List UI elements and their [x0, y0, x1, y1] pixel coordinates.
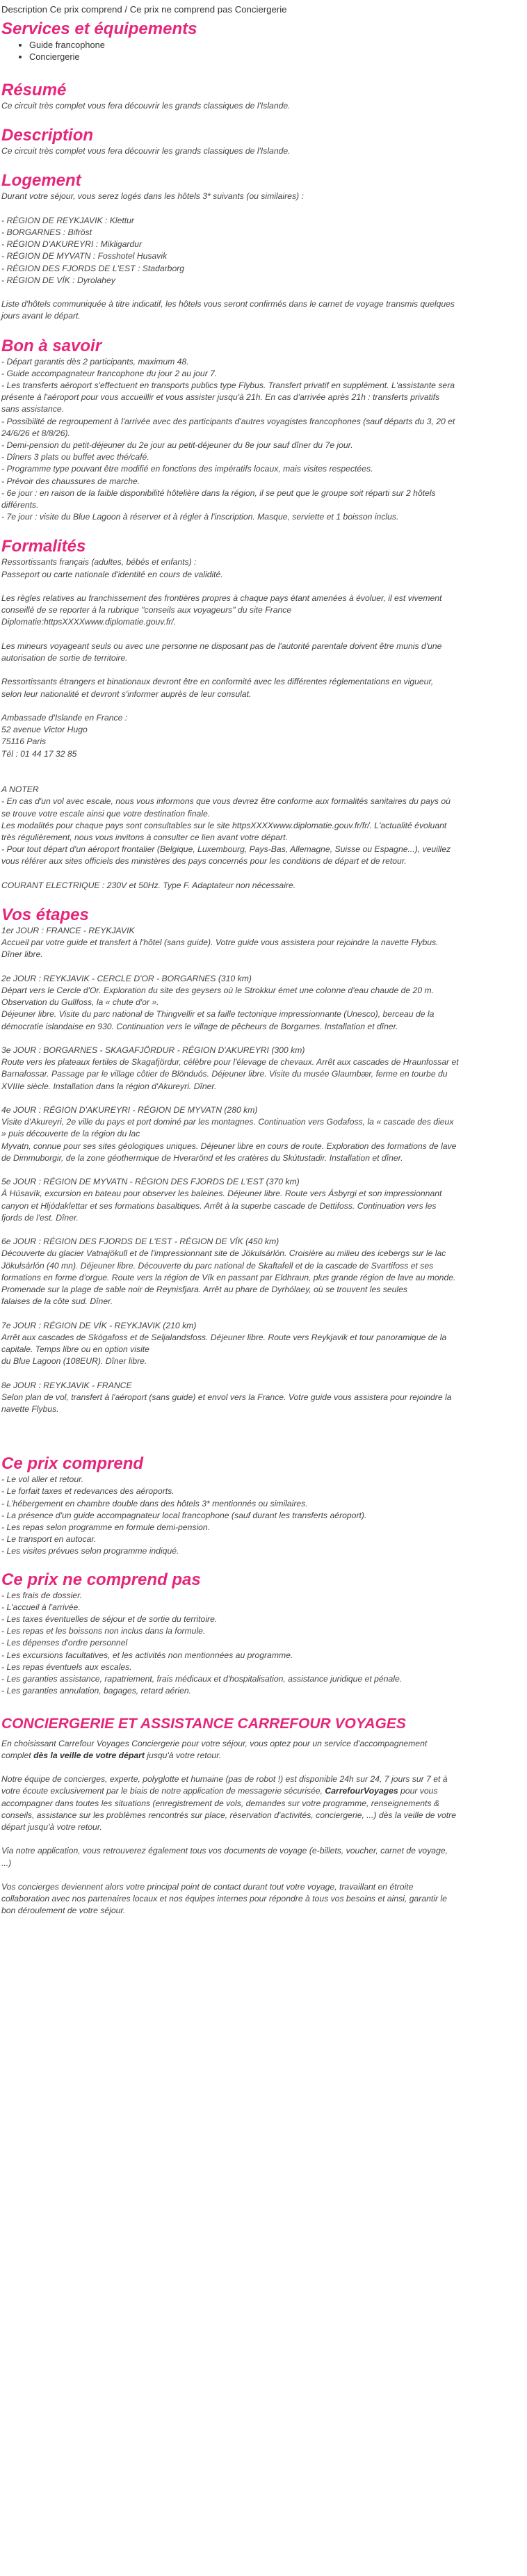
etapes-line: XVIIIe siècle. Installation dans la région d'Akureyri. Dîner.: [1, 1081, 217, 1091]
services-item-guide: • Guide francophone: [29, 39, 523, 51]
conciergerie-p2-pre: votre écoute exclusivement par le biais de notre application de messagerie sécurisée,: [1, 1786, 325, 1796]
etapes-line: 2e JOUR : REYKJAVIK - CERCLE D'OR - BORGARNES (310 km): [1, 973, 252, 983]
logement-line: - BORGARNES : Bifröst: [1, 227, 92, 237]
bon-a-savoir-line: - Les transferts aéroport s'effectuent en transports publics type Flybus. Transfert privatif en supplément. L'assistante sera: [1, 380, 455, 391]
formalites-spacer: [1, 700, 523, 712]
formalites-line: Ambassade d'Islande en France :: [1, 713, 128, 723]
description-section: [1, 126, 523, 157]
logement-line: - RÉGION D'AKUREYRI : Mikligardur: [1, 239, 143, 250]
conciergerie-p1-bold: dès la veille de votre départ: [33, 1750, 145, 1760]
logement-line: - RÉGION DE REYKJAVIK : Klettur: [1, 215, 134, 225]
etapes-line: Déjeuner libre. Visite du parc national de Thingvellir et sa faille tectonique impressionnante (Unesco), berceau de la: [1, 1009, 435, 1020]
conciergerie-p4-line1: Vos concierges deviennent alors votre principal point de contact durant tout votre voyage, travaillant en étroite: [1, 1881, 414, 1892]
etapes-line: capitale. Temps libre ou en option visite: [1, 1344, 149, 1355]
etapes-spacer: [1, 1224, 523, 1236]
conciergerie-p4-line3: bon déroulement de votre séjour.: [1, 1906, 126, 1916]
logement-line: Liste d'hôtels communiquée à titre indicatif, les hôtels vous seront confirmés dans le carnet de voyage transmis quelques: [1, 299, 455, 309]
formalites-line: vous référer aux sites officiels des ministères des pays concernés pour les conditions de départ et de retour.: [1, 856, 407, 867]
bon-a-savoir-title: Bon à savoir: [1, 336, 102, 355]
formalites-line: Les mineurs voyageant seuls ou avec une personne ne disposant pas de l'autorité parentale doivent être munis d'une: [1, 641, 442, 651]
logement-line: Durant votre séjour, vous serez logés dans les hôtels 3* suivants (ou similaires) :: [1, 191, 304, 202]
formalites-line: - Pour tout départ d'un aéroport frontalier (Belgique, Luxembourg, Pays-Bas, Allemagne, Suisse ou Espagne...), veuillez: [1, 844, 451, 855]
etapes-section: [1, 905, 523, 1415]
prix-ne-comprend-body: [1, 1590, 523, 1698]
formalites-line: très régulièrement, nous vous invitons à consulter ce lien avant votre départ.: [1, 832, 288, 843]
conciergerie-p1-line2: [1, 1750, 523, 1762]
bon-a-savoir-section: [1, 337, 523, 524]
logement-section: [1, 171, 523, 322]
prix-ne-comprend-title: Ce prix ne comprend pas: [1, 1570, 201, 1589]
prix-comprend-line: - Le transport en autocar.: [1, 1534, 97, 1545]
formalites-line: 52 avenue Victor Hugo: [1, 725, 88, 735]
etapes-line: 6e JOUR : RÉGION DES FJORDS DE L'EST - RÉGION DE VÍK (450 km): [1, 1237, 279, 1247]
logement-title: Logement: [1, 171, 81, 191]
formalites-line: A NOTER: [1, 784, 39, 795]
bon-a-savoir-body: [1, 356, 523, 524]
conciergerie-p2-line5: départ jusqu'à votre retour.: [1, 1821, 102, 1832]
prix-comprend-line: - La présence d'un guide accompagnateur local francophone (sauf durant les transferts aéroport).: [1, 1510, 367, 1520]
formalites-spacer: [1, 868, 523, 880]
logement-line: - RÉGION DE MYVATN : Fosshotel Husavik: [1, 251, 168, 261]
bon-a-savoir-line: différents.: [1, 500, 39, 510]
etapes-line: 5e JOUR : RÉGION DE MYVATN - RÉGION DES FJORDS DE L'EST (370 km): [1, 1177, 300, 1187]
etapes-line: de Dimmuborgir, de la zone géothermique de Hverarönd et les cratères du Skútustadir. Installation et dîner.: [1, 1152, 403, 1163]
breadcrumb: Description Ce prix comprend / Ce prix ne comprend pas Conciergerie: [1, 4, 287, 15]
formalites-line: Les règles relatives au franchissement des frontières propres à chaque pays étant amenées à évoluer, il est vivement: [1, 593, 442, 604]
formalites-line: se trouve votre escale ainsi que votre destination finale.: [1, 808, 211, 819]
bon-a-savoir-line: - Programme type pouvant être modifié en fonctions des impératifs locaux, mais visites respectées.: [1, 464, 373, 474]
formalites-spacer: [1, 772, 523, 784]
etapes-line: du Blue Lagoon (108EUR). Dîner libre.: [1, 1356, 147, 1367]
formalites-line: Ressortissants étrangers et binationaux devront être en conformité avec les différentes réglementations en vigueur,: [1, 677, 434, 687]
prix-ne-comprend-line: - Les dépenses d'ordre personnel: [1, 1638, 128, 1648]
etapes-line: formations en forme d'orgue. Route vers la région de Vík en passant par Eldhraun, plus grande région de lave au monde.: [1, 1272, 456, 1282]
etapes-line: Visite d'Akureyri, 2e ville du pays et port dominé par les montagnes. Continuation vers Godafoss, la « cascade des dieux: [1, 1117, 454, 1127]
prix-comprend-section: [1, 1454, 523, 1557]
prix-ne-comprend-line: - Les repas éventuels aux escales.: [1, 1661, 132, 1672]
etapes-line: Promenade sur la plage de sable noir de Reynisfjara. Arrêt au phare de Dyrhólaey, où se trouvent les seules: [1, 1285, 407, 1295]
conciergerie-p2-line2: [1, 1785, 523, 1797]
etapes-line: Jökulsárlón (40 mn). Déjeuner libre. Découverte du parc national de Skaftafell et de la cascade de Svartifoss et ses: [1, 1260, 434, 1271]
prix-ne-comprend-line: - Les garanties assistance, rapatriement, frais médicaux et d'hospitalisation, assistance juridique et pénale.: [1, 1674, 403, 1684]
conciergerie-p2-line1: Notre équipe de concierges, experte, polyglotte et humaine (pas de robot !) est disponible 24h sur 24, 7 jours sur 7 et à: [1, 1774, 448, 1785]
logement-line: jours avant le départ.: [1, 311, 81, 321]
formalites-spacer: [1, 581, 523, 593]
logement-spacer: [1, 203, 523, 215]
etapes-line: Barnafossar. Passage par le village côtier de Blönduós. Déjeuner libre. Visite du musée Glaumbær, ferme en tourbe du: [1, 1069, 448, 1079]
resume-section: [1, 81, 523, 112]
bon-a-savoir-line: - Départ garantis dès 2 participants, maximum 48.: [1, 356, 189, 367]
etapes-line: Dîner libre.: [1, 949, 43, 960]
formalites-line: - En cas d'un vol avec escale, nous vous informons que vous devrez être conforme aux formalités sanitaires du pays où: [1, 796, 451, 807]
conciergerie-p4-line2: collaboration avec nos partenaires locaux et nos équipes internes pour répondre à tous vos besoins et ainsi, garantir le: [1, 1894, 447, 1904]
formalites-line: Les modalités pour chaque pays sont consultables sur le site httpsXXXXwww.diplomatie.gouv.fr/fr/. L'actualité évoluant: [1, 820, 447, 830]
etapes-line: 1er JOUR : FRANCE - REYKJAVIK: [1, 926, 135, 936]
prix-ne-comprend-line: - Les repas et les boissons non inclus dans la formule.: [1, 1626, 206, 1636]
etapes-spacer: [1, 961, 523, 973]
conciergerie-p3-line2: ...): [1, 1858, 12, 1868]
etapes-line: 7e JOUR : RÉGION DE VÍK - REYKJAVIK (210 km): [1, 1320, 197, 1330]
services-title: Services et équipements: [1, 19, 197, 38]
formalites-body: [1, 556, 523, 892]
etapes-spacer: [1, 1307, 523, 1319]
prix-ne-comprend-line: - Les taxes éventuelles de séjour et de sortie du territoire.: [1, 1614, 218, 1625]
logement-line: - RÉGION DES FJORDS DE L'EST : Stadarborg: [1, 263, 185, 273]
prix-ne-comprend-line: - Les excursions facultatives, et les activités non mentionnées au programme.: [1, 1650, 293, 1660]
bon-a-savoir-line: 24/6/26 et 8/8/26).: [1, 428, 70, 438]
etapes-line: canyon et Hljódaklettar et ses formations basaltiques. Arrêt à la superbe cascade de Dettifoss. Continuation vers les: [1, 1200, 437, 1211]
prix-ne-comprend-section: [1, 1570, 523, 1698]
formalites-line: conseillé de se reporter à la rubrique "conseils aux voyageurs" du site France: [1, 605, 292, 615]
formalites-spacer: [1, 629, 523, 641]
formalites-line: autorisation de sortie de territoire.: [1, 653, 128, 663]
etapes-line: Accueil par votre guide et transfert à l'hôtel (sans guide). Votre guide vous assistera pour rejoindre la navette Flybus.: [1, 937, 439, 948]
bon-a-savoir-line: - Guide accompagnateur francophone du jour 2 au jour 7.: [1, 368, 218, 378]
prix-comprend-line: - Les visites prévues selon programme indiqué.: [1, 1546, 179, 1556]
etapes-line: Route vers les plateaux fertiles de Skagafjördur, célèbre pour l'élevage de chevaux. Arrêt aux cascades de Hraunfossar et: [1, 1057, 459, 1068]
bon-a-savoir-line: - 6e jour : en raison de la faible disponibilité hôtelière dans la région, il se peut que le groupe soit réparti sur 2 hôtels: [1, 488, 436, 498]
logement-line: - RÉGION DE VÍK : Dyrolahey: [1, 275, 115, 285]
etapes-spacer: [1, 1033, 523, 1045]
etapes-line: 4e JOUR : RÉGION D'AKUREYRI - RÉGION DE MYVATN (280 km): [1, 1105, 258, 1116]
bon-a-savoir-line: - 7e jour : visite du Blue Lagoon à réserver et à régler à l'inscription. Masque, serviette et 1 boisson inclus.: [1, 512, 399, 522]
etapes-title: Vos étapes: [1, 905, 89, 925]
etapes-line: Arrêt aux cascades de Skógafoss et de Seljalandsfoss. Déjeuner libre. Route vers Reykjavik et tour panoramique de la: [1, 1332, 447, 1342]
prix-comprend-line: - Le vol aller et retour.: [1, 1474, 84, 1485]
formalites-line: 75116 Paris: [1, 736, 47, 747]
formalites-spacer: [1, 664, 523, 676]
description-title: Description: [1, 126, 94, 145]
conciergerie-p2-bold: CarrefourVoyages: [325, 1786, 398, 1796]
prix-comprend-line: - Les repas selon programme en formule demi-pension.: [1, 1522, 211, 1533]
prix-comprend-line: - Le forfait taxes et redevances des aéroports.: [1, 1486, 175, 1497]
conciergerie-title: CONCIERGERIE ET ASSISTANCE CARREFOUR VOYAGES: [1, 1715, 406, 1732]
prix-ne-comprend-line: - Les garanties annulation, bagages, retard aérien.: [1, 1686, 192, 1696]
prix-comprend-title: Ce prix comprend: [1, 1454, 144, 1474]
formalites-section: [1, 537, 523, 892]
resume-text: Ce circuit très complet vous fera découvrir les grands classiques de l'Islande.: [1, 101, 291, 111]
services-section: [1, 19, 523, 63]
etapes-line: Observation du Gullfoss, la « chute d'or ».: [1, 997, 159, 1008]
bon-a-savoir-line: présente à l'aéroport pour vous accueillir et vous assister jusqu'à 21h. En cas d'arrivée après 21h : transferts privatifs: [1, 392, 440, 403]
conciergerie-p1-pre: complet: [1, 1750, 34, 1760]
formalites-spacer: [1, 760, 523, 772]
formalites-title: Formalités: [1, 537, 86, 556]
etapes-line: falaises de la côte sud. Dîner.: [1, 1296, 113, 1307]
prix-ne-comprend-line: - Les frais de dossier.: [1, 1590, 83, 1600]
bon-a-savoir-line: - Prévoir des chaussures de marche.: [1, 476, 140, 486]
etapes-line: fjords de l'est. Dîner.: [1, 1212, 79, 1223]
description-text: Ce circuit très complet vous fera découvrir les grands classiques de l'Islande.: [1, 146, 291, 156]
conciergerie-p2-line4: conseils, assistance sur les problèmes rencontrés sur place, réservation d'activités, conciergerie, ...) dès la veille de votre: [1, 1810, 456, 1820]
bon-a-savoir-line: - Possibilité de regroupement à l'arrivée avec des participants d'autres voyagistes francophones (sauf départs du 3, 20 et: [1, 416, 455, 426]
formalites-line: Passeport ou carte nationale d'identité en cours de validité.: [1, 569, 223, 579]
etapes-line: À Húsavík, excursion en bateau pour observer les baleines. Déjeuner libre. Route vers Ásbyrgi et son impressionnant: [1, 1189, 442, 1199]
etapes-line: Selon plan de vol, transfert à l'aéroport (sans guide) et envol vers la France. Votre guide vous assistera pour rejoindre la: [1, 1392, 452, 1402]
etapes-line: Départ vers le Cercle d'Or. Exploration du site des geysers où le Strokkur émet une colonne d'eau chaude de 20 m.: [1, 985, 435, 996]
resume-title: Résumé: [1, 81, 67, 99]
etapes-line: Découverte du glacier Vatnajökull et de l'impressionnant site de Jökulsárlón. Croisière au milieu des icebergs sur le lac: [1, 1248, 446, 1259]
prix-ne-comprend-line: - L'accueil à l'arrivée.: [1, 1602, 81, 1612]
formalites-line: COURANT ELECTRIQUE : 230V et 50Hz. Type F. Adaptateur non nécessaire.: [1, 880, 296, 890]
etapes-line: Myvatn, connue pour ses sites géologiques uniques. Déjeuner libre en cours de route. Exploration des formations de lave: [1, 1141, 457, 1151]
etapes-spacer: [1, 1093, 523, 1104]
logement-body: [1, 191, 523, 322]
prix-comprend-line: - L'hébergement en chambre double dans des hôtels 3* mentionnés ou similaires.: [1, 1498, 308, 1508]
formalites-line: Tél : 01 44 17 32 85: [1, 748, 77, 759]
bon-a-savoir-line: - Demi-pension du petit-déjeuner du 2e jour au petit-déjeuner du 8e jour sauf dîner du 7e jour.: [1, 440, 353, 451]
etapes-line: 8e JOUR : REYKJAVIK - FRANCE: [1, 1380, 132, 1390]
prix-comprend-body: [1, 1474, 523, 1557]
conciergerie-p3-line1: Via notre application, vous retrouverez également tous vos documents de voyage (e-billets, voucher, carnet de voyage,: [1, 1846, 448, 1856]
formalites-line: Diplomatie:httpsXXXXwww.diplomatie.gouv.fr/.: [1, 617, 177, 627]
logement-spacer: [1, 287, 523, 298]
conciergerie-p1-post: jusqu'à votre retour.: [144, 1750, 222, 1760]
etapes-body: [1, 925, 523, 1415]
conciergerie-p2-line3: accompagner dans toutes les situations (enregistrement de vols, demandes sur votre programme, renseignements &: [1, 1798, 440, 1808]
etapes-spacer: [1, 1367, 523, 1379]
etapes-line: démocratie islandaise en 930. Continuation vers le village de pêcheurs de Borgarnes. Installation et dîner.: [1, 1021, 398, 1031]
formalites-line: Ressortissants français (adultes, bébés et enfants) :: [1, 557, 197, 567]
conciergerie-p2-post: pour vous: [398, 1786, 438, 1796]
services-list: [1, 39, 523, 63]
conciergerie-p1-line1: En choisissant Carrefour Voyages Conciergerie pour votre séjour, vous optez pour un service d'accompagnement: [1, 1738, 428, 1748]
bon-a-savoir-line: sans assistance.: [1, 404, 65, 414]
etapes-spacer: [1, 1164, 523, 1176]
etapes-line: 3e JOUR : BORGARNES - SKAGAFJÖRDUR - RÉGION D'AKUREYRI (300 km): [1, 1045, 305, 1056]
conciergerie-section: [1, 1714, 523, 1917]
etapes-line: navette Flybus.: [1, 1404, 59, 1415]
bon-a-savoir-line: - Dîners 3 plats ou buffet avec thé/café.: [1, 452, 149, 462]
etapes-line: » puis découverte de la région du lac: [1, 1129, 140, 1139]
formalites-line: selon leur nationalité et devront s'informer auprès de leur consulat.: [1, 689, 252, 699]
services-item-conciergerie: • Conciergerie: [29, 51, 523, 63]
